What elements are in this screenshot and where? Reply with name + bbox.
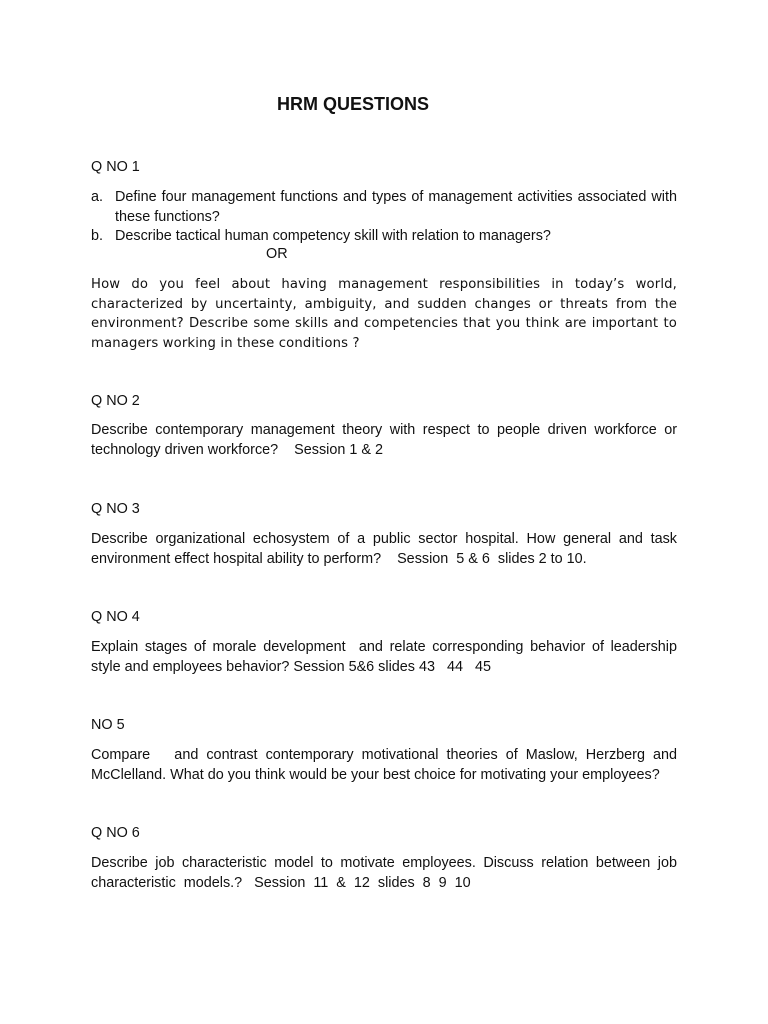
item-marker: a. [91, 189, 104, 205]
question-3-heading: Q NO 3 [91, 501, 140, 517]
question-1-heading: Q NO 1 [91, 159, 140, 175]
question-6-heading: Q NO 6 [91, 825, 140, 841]
question-1-item-a [91, 188, 677, 227]
question-2-text: Describe contemporary management theory with respect to people driven workforce or technology driven workforce? Session 1 & 2 [91, 422, 681, 458]
item-marker: b. [91, 228, 104, 244]
question-4-heading: Q NO 4 [91, 609, 140, 625]
question-4-text: Explain stages of morale development and relate corresponding behavior of leadership style and employees behavior? Session 5&6 slides 43 44 45 [91, 639, 681, 675]
question-5-text: Compare and contrast contemporary motivational theories of Maslow, Herzberg and McClelland. What do you think would be your best choice for motivating your employees? [91, 747, 681, 783]
question-1-alternative: How do you feel about having management responsibilities in today’s world, characterized by uncertainty, ambiguity, and sudden changes or threats from the environment? Describe some skills and competencies that you think are important to managers working in these conditions ? [91, 277, 677, 351]
question-6-text: Describe job characteristic model to motivate employees. Discuss relation between job characteristic models.? Session 11 & 12 slides 8 9 10 [91, 855, 681, 891]
question-2-heading: Q NO 2 [91, 393, 140, 409]
question-5-heading: NO 5 [91, 717, 125, 733]
question-1-item-b [91, 227, 677, 247]
page-title: HRM QUESTIONS [276, 94, 429, 114]
or-separator: OR [266, 246, 288, 262]
item-text: Describe tactical human competency skill with relation to managers? [115, 228, 551, 244]
question-3-text: Describe organizational echosystem of a public sector hospital. How general and task environment effect hospital ability to perform? Session 5 & 6 slides 2 to 10. [91, 531, 681, 567]
item-text: Define four management functions and types of management activities associated with these functions? [115, 189, 677, 225]
